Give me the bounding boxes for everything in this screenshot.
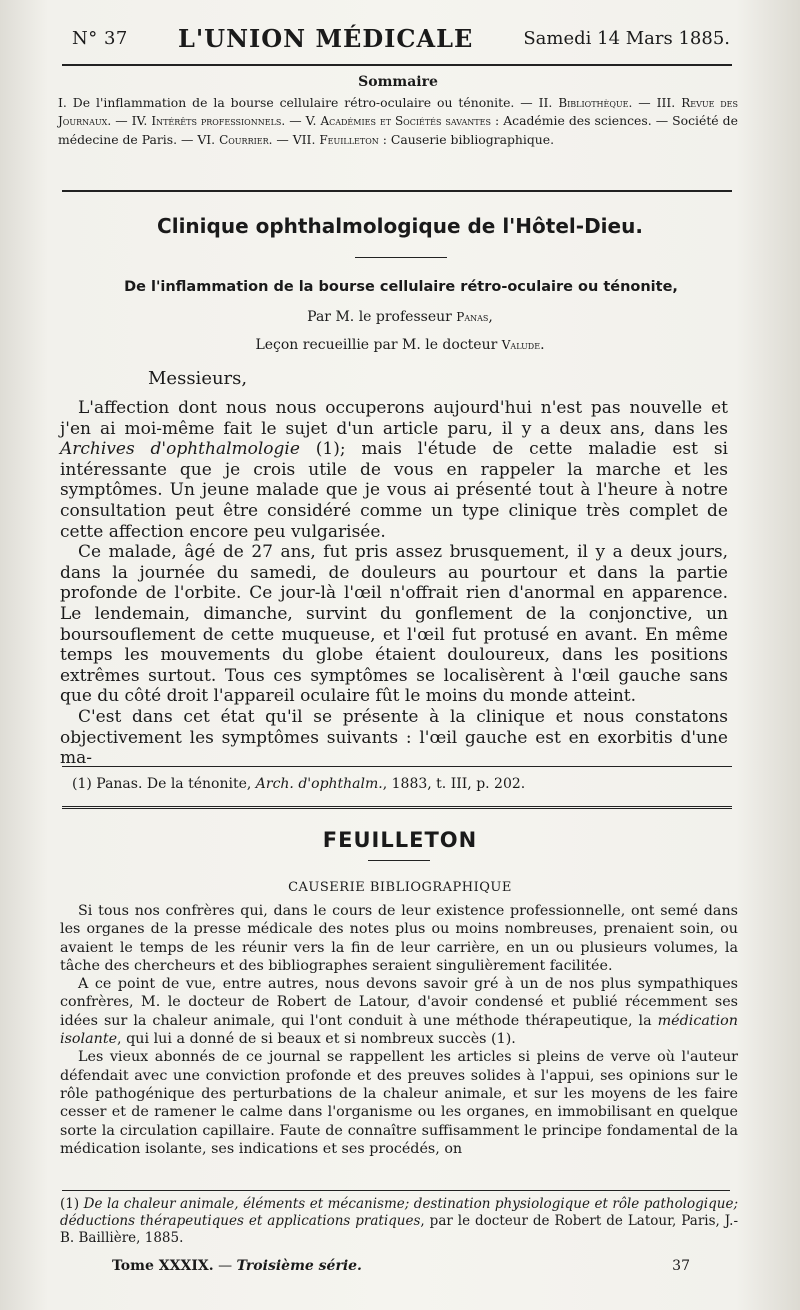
- sommaire-title: Sommaire: [358, 74, 438, 90]
- article-paragraph: Ce malade, âgé de 27 ans, fut pris assez brusquement, il y a deux jours, dans la journée du samedi, de douleurs au pourtour et dans la partie profonde de l'orbite. Ce jour-là l'œil n'offrait rien d'anormal en apparence. Le lendemain, dimanche, survint du gonflement de la conjonctive, un boursouflement de cette muqueuse, et l'œil fut protusé en avant. En même temps les mouvements du globe étaient douloureux, dans les positions extrêmes surtout. Tous ces symptômes se localisèrent à l'œil gauche sans que du côté droit l'appareil oculaire fût le moins du monde atteint.: [60, 542, 728, 707]
- issue-date: Samedi 14 Mars 1885.: [523, 27, 730, 49]
- sommaire-rule: [62, 190, 732, 192]
- lecon-recorder: Leçon recueillie par M. le docteur Valude.: [255, 337, 545, 353]
- sommaire-text: I. De l'inflammation de la bourse cellulaire rétro-oculaire ou ténonite. — II. Bibliothèque. — III. Revue des Journaux. — IV. Intérêts professionnels. — V. Académies et Sociétés savantes : Académie des sciences. — Société de médecine de Paris. — VI. Courrier. — VII. Feuilleton : Causerie bibliographique.: [58, 94, 738, 147]
- issue-number: N° 37: [72, 27, 128, 49]
- footnote2-rule: [62, 1190, 730, 1191]
- volume-info: Tome XXXIX. — Troisième série.: [112, 1258, 362, 1274]
- clinique-title: Clinique ophthalmologique de l'Hôtel-Dieu.: [157, 214, 643, 238]
- feuilleton-rule: [62, 806, 732, 809]
- feuilleton-paragraph: Si tous nos confrères qui, dans le cours de leur existence professionnelle, ont semé dans les organes de la presse médicale des notes plus ou moins nombreuses, prenaient soin, ou avaient le temps de les réunir vers la fin de leur carrière, en un ou plusieurs volumes, la tâche des chercheurs et des bibliographes seraient singulièrement facilitée.: [60, 903, 738, 974]
- salutation: Messieurs,: [148, 368, 248, 389]
- feuilleton-body: [60, 902, 738, 1158]
- article-subtitle: De l'inflammation de la bourse cellulaire rétro-oculaire ou ténonite,: [124, 279, 678, 295]
- feuilleton-paragraph: Les vieux abonnés de ce journal se rappellent les articles si pleins de verve où l'auteur défendait avec une conviction profonde et des preuves solides à l'appui, ses opinions sur le rôle pathogénique des perturbations de la chaleur animale, et sur les moyens de les faire cesser et de ramener le calme dans l'organisme ou les organes, en immobilisant en quelque sorte la circulation capillaire. Faute de connaître suffisamment le principe fondamental de la médication isolante, ses indications et ses procédés, on: [60, 1049, 738, 1157]
- sommaire-section: [58, 74, 738, 149]
- article-body: [60, 398, 728, 769]
- feuilleton-title: FEUILLETON: [322, 828, 478, 852]
- page-footer: [112, 1258, 690, 1274]
- article-paragraph: L'affection dont nous nous occuperons aujourd'hui n'est pas nouvelle et j'en ai moi-même fait le sujet d'un article paru, il y a deux ans, dans les Archives d'ophthalmologie (1); mais l'étude de cette maladie est si intéressante que je crois utile de vous en rappeler la marche et les symptômes. Un jeune malade que je vous ai présenté tout à l'heure à notre consultation peut être considéré comme un type clinique très complet de cette affection encore peu vulgarisée.: [60, 398, 728, 542]
- journal-title: L'UNION MÉDICALE: [177, 23, 474, 53]
- footnote-rule: [62, 766, 732, 767]
- title-underline: [355, 257, 447, 258]
- page-header: [72, 18, 730, 58]
- feuilleton-paragraph: A ce point de vue, entre autres, nous devons savoir gré à un de nos plus sympathiques confrères, M. le docteur de Robert de Latour, d'avoir condensé et publié récemment ses idées sur la chaleur animale, qui l'ont conduit à une méthode thérapeutique, la médication isolante, qui lui a donné de si beaux et si nombreux succès (1).: [60, 976, 738, 1048]
- page-number: 37: [672, 1258, 690, 1274]
- feuilleton-footnote: (1) De la chaleur animale, éléments et mécanisme; destination physiologique et rôle pathologique; déductions thérapeutiques et applications pratiques, par le docteur de Robert de Latour, Paris, J.-B. Baillière, 1885.: [60, 1196, 738, 1246]
- header-rule: [62, 64, 732, 66]
- article-author: Par M. le professeur Panas,: [307, 309, 493, 325]
- feuilleton-underline: [368, 860, 430, 861]
- article-paragraph: C'est dans cet état qu'il se présente à la clinique et nous constatons objectivement les symptômes suivants : l'œil gauche est en exorbitis d'une ma-: [60, 706, 728, 769]
- article-footnote: (1) Panas. De la ténonite, Arch. d'ophthalm., 1883, t. III, p. 202.: [72, 776, 526, 792]
- feuilleton-subtitle: CAUSERIE BIBLIOGRAPHIQUE: [288, 880, 512, 895]
